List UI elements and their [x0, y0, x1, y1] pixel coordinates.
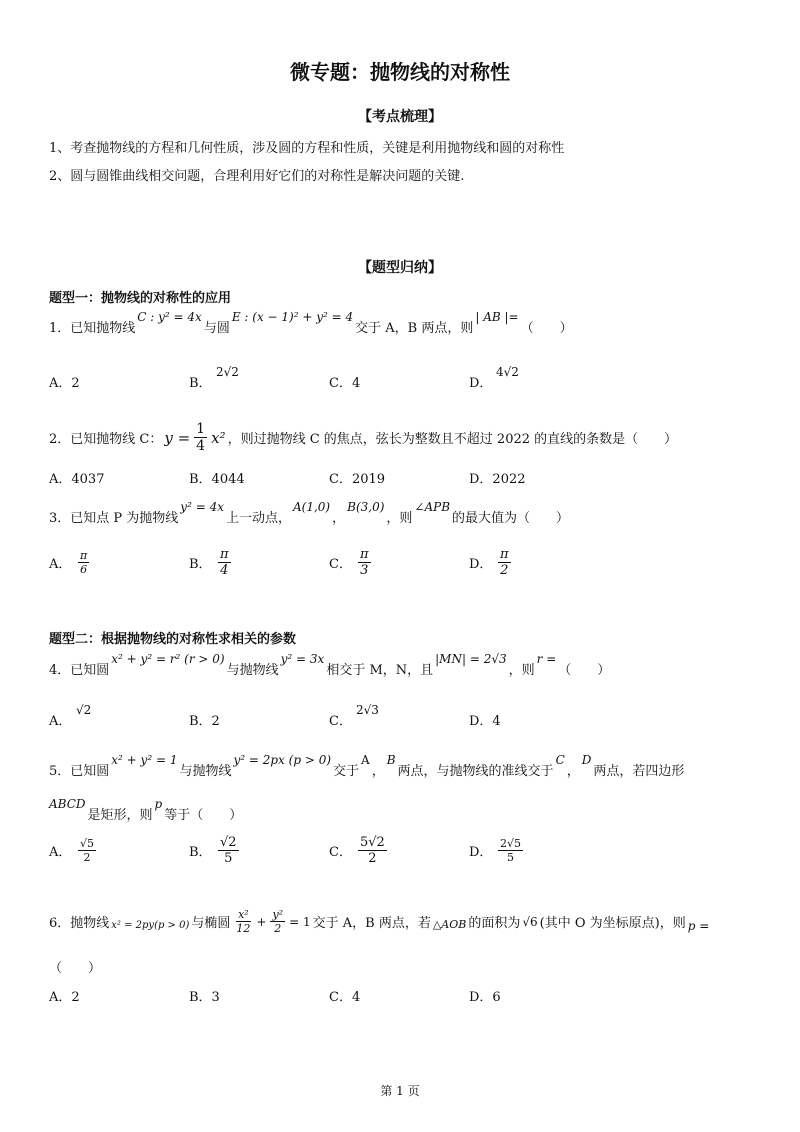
q1-chord-length: | AB |=: [475, 309, 519, 324]
q1-option-c: C．4: [329, 376, 361, 391]
q5-option-c: C． $\frac{5√2}{2}$: [329, 835, 385, 866]
q3-angle: ∠APB: [414, 499, 451, 514]
question-type-2-heading: 题型二：根据抛物线的对称性求相关的参数: [49, 632, 297, 647]
q2-option-d: D．2022: [469, 472, 526, 487]
q3-option-c: C． $\frac{\pi}{3}$: [329, 547, 369, 578]
key-point-2: 2、圆与圆锥曲线相交问题，合理利用好它们的对称性是解决问题的关键.: [49, 169, 465, 184]
q6-text: 的面积为: [468, 916, 521, 931]
q5-options: [49, 836, 769, 865]
q3-point-b: B(3,0): [347, 499, 385, 514]
q4-option-a-value: √2: [76, 702, 92, 717]
q3-comma: ，: [332, 511, 346, 526]
question-type-1-heading: 题型一：抛物线的对称性的应用: [49, 291, 232, 306]
q6-plus: +: [256, 914, 267, 929]
q3-option-a: A． $\frac{\pi}{6}$: [49, 549, 88, 576]
q3-point-a: A(1,0): [293, 499, 331, 514]
q5-parabola-eq: y² = 2px (p > 0): [233, 752, 332, 767]
q6-text: (其中 O 为坐标原点)，则: [539, 916, 686, 931]
q5-comma: ，: [371, 764, 385, 779]
q1-parabola-eq: C : y² = 4x: [137, 309, 202, 324]
q4-chord-eq: |MN| = 2√3: [435, 651, 507, 666]
q1-answer-paren: （ ）: [520, 321, 573, 336]
question-6: [49, 909, 709, 934]
question-3: [49, 499, 570, 526]
q2-options: [49, 468, 769, 487]
q5-text: 等于（ ）: [164, 808, 243, 823]
q3-text: 的最大值为（ ）: [452, 511, 570, 526]
q3-parabola-eq: y² = 4x: [180, 499, 224, 514]
q4-answer-paren: （ ）: [558, 663, 611, 678]
q6-text: 与椭圆: [191, 916, 231, 931]
q5-text: 是矩形，则: [87, 808, 153, 823]
q3-text: 上一动点，: [225, 511, 291, 526]
q1-text: 1．已知抛物线: [49, 321, 136, 336]
q6-text: 交于 A，B 两点，若: [312, 916, 431, 931]
q2-text: 2．已知抛物线 C：: [49, 432, 163, 447]
q6-ellipse-frac-y: $\frac{\text{y²}}{2}$: [272, 908, 284, 935]
question-1: [49, 309, 573, 336]
page-title: 微专题：抛物线的对称性: [290, 60, 510, 84]
q6-option-d: D．6: [469, 990, 501, 1005]
q4-option-c-value: 2√3: [356, 702, 379, 717]
q4-text: 与抛物线: [226, 663, 279, 678]
q4-options: [49, 702, 769, 729]
q5-option-d: D． $\frac{2√5}{5}$: [469, 837, 522, 864]
q6-option-b: B．3: [189, 990, 220, 1005]
q3-option-d: D． $\frac{\pi}{2}$: [469, 547, 509, 578]
q6-p-eq: p =: [687, 918, 710, 933]
q3-text: 3．已知点 P 为抛物线: [49, 511, 179, 526]
section-heading-key-points: 【考点梳理】: [358, 109, 442, 125]
section-heading-question-types: 【题型归纳】: [358, 260, 442, 276]
q1-option-d: D． 4√2: [469, 364, 519, 391]
q3-options: [49, 548, 769, 577]
q5-point-d: D: [581, 752, 592, 767]
q5-circle-eq: x² + y² = 1: [111, 752, 178, 767]
q2-option-c: C．2019: [329, 472, 386, 487]
q4-text: 4．已知圆: [49, 663, 110, 678]
q1-option-b-value: 2√2: [216, 364, 239, 379]
q6-text: 6．抛物线: [49, 916, 110, 931]
q5-option-b: B． $\frac{√2}{5}$: [189, 835, 237, 866]
q4-option-c: C． 2√3: [329, 702, 379, 729]
q6-parabola-eq: x² = 2py(p > 0): [111, 920, 190, 931]
q1-option-d-value: 4√2: [496, 364, 519, 379]
q4-r-eq: r =: [536, 651, 557, 666]
q1-circle-eq: E : (x − 1)² + y² = 4: [231, 309, 354, 324]
q5-quadrilateral: ABCD: [49, 796, 86, 811]
q5-p: p: [154, 796, 163, 811]
q2-eq-var: x²: [211, 428, 226, 447]
q5-text: 5．已知圆: [49, 764, 110, 779]
q2-text: ，则过抛物线 C 的焦点，弦长为整数且不超过 2022 的直线的条数是（ ）: [227, 432, 678, 447]
q1-text: 与圆: [203, 321, 230, 336]
key-point-1: 1、考查抛物线的方程和几何性质，涉及圆的方程和性质，关键是利用抛物线和圆的对称性: [49, 141, 565, 156]
q5-point-b: B: [386, 752, 396, 767]
q1-options: [49, 364, 769, 391]
q3-option-b: B． $\frac{\pi}{4}$: [189, 547, 229, 578]
q6-answer-paren: （ ）: [49, 961, 102, 976]
q1-option-b: B． 2√2: [189, 364, 239, 391]
question-4: [49, 651, 611, 678]
q6-option-a: A．2: [49, 990, 80, 1005]
question-5: [49, 752, 685, 779]
q4-text: ，则: [508, 663, 535, 678]
q5-comma: ，: [566, 764, 580, 779]
q2-option-b: B．4044: [189, 472, 245, 487]
q6-area-value: √6: [522, 914, 538, 929]
q5-text: 与抛物线: [179, 764, 232, 779]
q2-eq-lhs: y =: [164, 428, 191, 447]
q4-circle-eq: x² + y² = r² (r > 0): [111, 651, 225, 666]
q6-option-c: C．4: [329, 990, 361, 1005]
question-2: [49, 422, 677, 453]
q6-options: [49, 986, 769, 1005]
q5-text: 两点，若四边形: [593, 764, 685, 779]
q4-text: 相交于 M，N，且: [326, 663, 434, 678]
q2-fraction: $\frac{1}{4}$: [196, 421, 206, 454]
q5-point-a: A: [361, 752, 370, 767]
q6-ellipse-frac-x: $\frac{\text{x²}}{12}$: [236, 908, 251, 935]
q1-option-a: A．2: [49, 376, 80, 391]
q5-option-a: A． $\frac{√5}{2}$: [49, 837, 95, 864]
q2-option-a: A．4037: [49, 472, 105, 487]
q6-ellipse-rhs: = 1: [289, 914, 311, 929]
q5-point-c: C: [555, 752, 565, 767]
q5-text: 交于: [333, 764, 360, 779]
q1-text: 交于 A，B 两点，则: [355, 321, 474, 336]
q4-option-a: A． √2: [49, 702, 92, 729]
question-5-line-2: [49, 796, 243, 823]
page-number: 第 1 页: [380, 1084, 420, 1098]
q4-option-d: D．4: [469, 714, 501, 729]
q3-text: ，则: [386, 511, 413, 526]
q6-triangle: △AOB: [432, 918, 467, 931]
q5-text: 两点，与抛物线的准线交于: [397, 764, 554, 779]
q4-option-b: B．2: [189, 714, 220, 729]
q4-parabola-eq: y² = 3x: [280, 651, 325, 666]
